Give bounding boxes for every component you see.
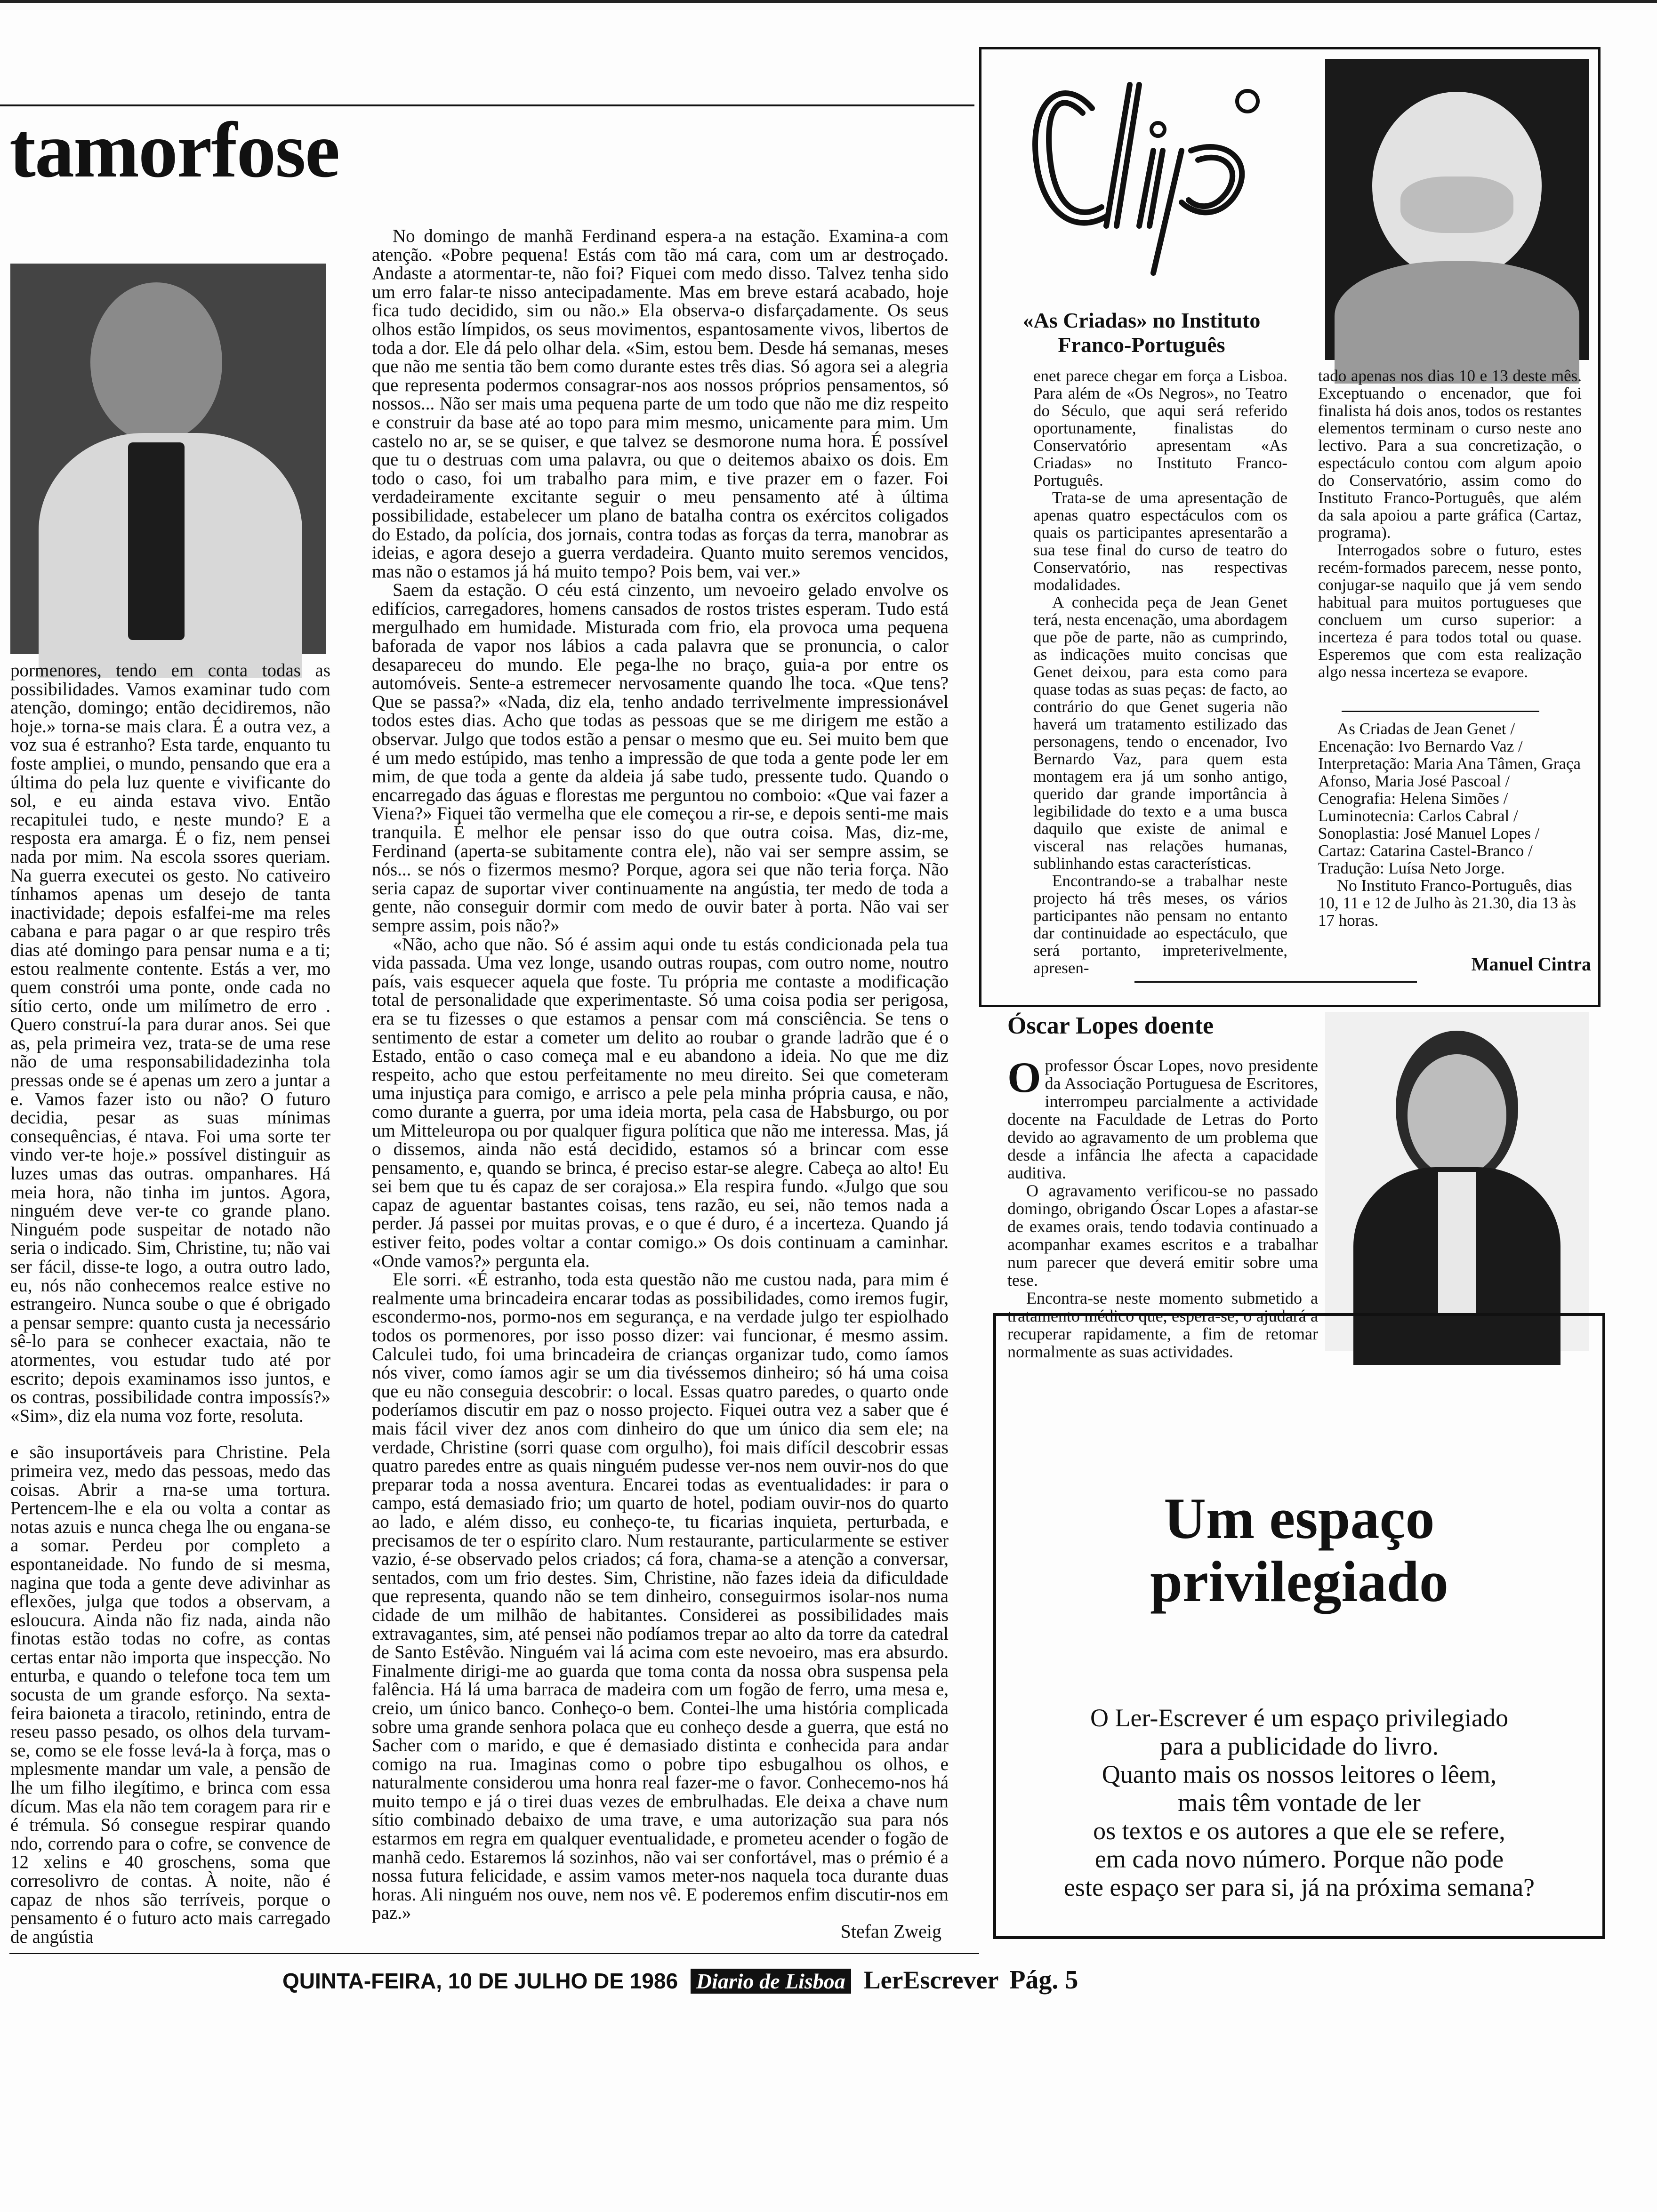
article-column-2 [372,226,949,1923]
ad-line: Quanto mais os nossos leitores o lêem, [1102,1760,1497,1788]
clip-title: «As Criadas» no Instituto Franco-Português [1022,308,1261,357]
ad-line: para a publicidade do livro. [1159,1732,1439,1760]
lopes-photo [1325,1012,1589,1351]
col2-paragraph: Ele sorri. «É estranho, toda esta questão não me custou nada, para mim é realmente uma brincadeira encarar todas as possibilidades, como iremos fugir, escondermo-nos, pormo-nos em segurança, e na verdade julgo ter espiolhado todos os pormenores, por isso posso dizer: vai funcionar, é mesmo assim. Calculei tudo, foi uma brincadeira de crianças organizar tudo, como íamos nós viver, como íamos agir se um dia tivéssemos dinheiro; só há uma coisa que eu não conseguia descobrir: o local. Essas quatro paredes, o quarto onde poderíamos discutir em paz o nosso projecto. Fiquei outra vez a saber que é mais fácil viver dez anos com dinheiro do que um único dia sem ele; na verdade, Christine (sorri quase com orgulho), foi mais difícil descobrir essas quatro paredes entre as quais ninguém pudesse ver-nos nem ouvir-nos do que preparar toda a nossa aventura. Encarei todas as eventualidades: ir para o campo, está demasiado frio; um quarto de hotel, podiam ouvir-nos do quarto ao lado, e além disso, eu conheço-te, tu ficarias inquieta, perturbada, e precisamos de ter o espírito claro. Num restaurante, particularmente se estiver vazio, é-se observado pelos criados; cá fora, chama-se a atenção a conversar, sentados, com um frio destes. Sim, Christine, não fazes ideia da dificuldade que representa, quando não se tem dinheiro, conseguirmos isolar-nos numa cidade de um milhão de habitantes. Considerei as possibilidades mais extravagantes, sim, até pensei não podíamos trepar ao alto da torre da catedral de Santo Estêvão. Ninguém vai lá acima com este nevoeiro, mas era absurdo. Finalmente dirigi-me ao guarda que toma conta da nossa obra suspensa pela falência. Há lá uma barraca de madeira com um fogão de ferro, uma mesa e, creio, um único banco. Conheço-o bem. Contei-lhe uma história complicada sobre uma grande senhora polaca que eu conheço desde a guerra, que está no Sacher com o marido, e que é demasiado distinta e conhecida para andar comigo na rua. Imaginas como o pobre tipo esbugalhou os olhos, e naturalmente considerou uma honra real fazer-me o favor. Conhecemo-nos há muito tempo e já o tirei duas vezes de embrulhadas. Ele deixa a chave num sítio combinado debaixo de uma trave, e uma autorização sua para nós estarmos em regra em qualquer eventualidade, e prometeu acender o fogão de manhã cedo. Estaremos lá sozinhos, não vai ser confortável, mas o prémio é a nossa futura felicidade, e assim vamos meter-nos naquela toca durante duas horas. Ali ninguém nos ouve, nem nos vê. E poderemos enfim discutir-nos em paz.» [372,1269,949,1923]
article-column-1 [10,660,330,1947]
ad-line: os textos e os autores a que ele se refere, [1093,1817,1505,1845]
clip-author: Manuel Cintra [1471,954,1591,975]
ad-title-line: privilegiado [1150,1549,1448,1614]
footer-section: LerEscrever [863,1966,999,1994]
col1-paragraph: e são insuportáveis para Christine. Pela primeira vez, medo das pessoas, medo das coisas. Abrir a rna-se uma tortura. Pertencem-lhe e ela ou volta a contar as notas azuis e nunca chega lhe ou engana-se a somar. Perdeu por completo a espontaneidade. No fundo de si mesma, nagina que toda a gente deve adivinhar as eflexões, julga que todos a observam, a esloucura. Ainda não fiz nada, ainda não finotas estão todas no cofre, as contas certas entar não importa que inspecção. No enturba, e quando o telefone toca tem um socusta de um grande esforço. Na sexta-feira baioneta a tiracolo, retinindo, entra de reseu passo pesado, os olhos dela turvam-se, como se ele fosse levá-la à força, mas o mplesmente mandar um vale, a pensão de lhe um filho ilegítimo, e brinca com essa dícum. Mas ela não tem coragem para rir e é trémula. Só consegue respirar quando ndo, correndo para o cofre, se convence de 12 xelins e 40 groschens, soma que corresolivro de contas. À noite, não é capaz de nhos são terríveis, porque o pensamento é o futuro acto mais carregado de angústia [10,1442,330,1947]
col2-paragraph: No domingo de manhã Ferdinand espera-a na estação. Examina-a com atenção. «Pobre pequena! Estás com tão má cara, com um ar destroçado. Andaste a atormentar-te, não foi? Fiquei com medo disso. Talvez tenha sido um erro falar-te nisso antecipadamente. Mas em breve estará acabado, hoje fica tudo decidido, sim ou não.» Ela observa-o disfarçadamente. Os seus olhos estão límpidos, os seus movimentos, espantosamente vivos, libertos de toda a dor. Ele dá pelo olhar dela. «Sim, estou bem. Desde há semanas, meses que não me sentia tão bem como durante estes três dias. Só agora sei a alegria que representa podermos consagrar-nos aos nossos próprios pensamentos, só nossos... Não ser mais uma pequena parte de um todo que não me diz respeito e construir da base até ao topo para mim mesmo, unicamente para mim. Um castelo no ar, se se quiser, e que talvez se desmorone numa hora. É possível que tu o destruas com uma palavra, ou que o deitemos abaixo os dois. Em todo o caso, foi um trabalho para mim, e tive prazer em o fazer. Foi verdadeiramente excitante seguir o meu pensamento até à última possibilidade, estabelecer um plano de batalha contra os exércitos coligados do Estado, da polícia, dos jornais, contra todas as forças da terra, manobrar as ideias, e agora desejo a guerra verdadeira. Quanto muito seremos vencidos, mas não o estamos já há muito tempo? Pois bem, vai ver.» [372,226,949,582]
clip-logo-text: Clip [1012,56,1013,57]
clip-logo-icon [1012,56,1280,278]
clip-column-a [1033,367,1287,977]
article-headline: tamorfose [9,106,339,194]
ad-line: este espaço ser para si, já na próxima semana? [1063,1873,1535,1901]
lopes-headline: Óscar Lopes doente [1007,1012,1214,1039]
footer-rule [9,1953,979,1954]
page-number: Pág. 5 [1009,1965,1078,1995]
lopes-paragraph [1007,1053,1318,1182]
clip-paragraph: Encontrando-se a trabalhar neste projecto há três meses, os vários participantes não pensam no entanto dar continuidade ao espectáculo, que será portanto, impreterivelmente, apresen- [1033,872,1287,977]
ad-line: em cada novo número. Porque não pode [1094,1845,1504,1873]
footer-date: QUINTA-FEIRA, 10 DE JULHO DE 1986 [282,1969,678,1993]
credits-line: No Instituto Franco-Português, dias 10, 11 e 12 de Julho às 21.30, dia 13 às 17 horas. [1318,876,1576,930]
clip-bottom-rule [1134,981,1417,983]
credits-line: As Criadas de Jean Genet / Encenação: Ivo Bernardo Vaz / Interpretação: Maria Ana Tâmen, Graça Afonso, Maria José Pascoal / Cenografia: Helena Simões / Luminotecnia: Carlos Cabral / Sonoplastia: José Manuel Lopes / Cartaz: Catarina Castel-Branco / Tradução: Luísa Neto Jorge. [1318,720,1581,877]
clip-paragraph: enet parece chegar em força a Lisboa. Para além de «Os Negros», no Teatro do Século, que aqui será referido oportunamente, finalistas do Conservatório apresentam «As Criadas» no Instituto Franco-Português. [1033,367,1287,489]
lopes-paragraph: O agravamento verificou-se no passado domingo, obrigando Óscar Lopes a afastar-se de exames orais, tendo todavia continuado a acompanhar exames escritos e a trabalhar num parecer que deverá emitir sobre uma tese. [1007,1181,1318,1290]
article-signature: Stefan Zweig [840,1921,941,1942]
ad-title-line: Um espaço [1164,1486,1435,1551]
col2-paragraph: «Não, acho que não. Só é assim aqui onde tu estás condicionada pela tua vida passada. Uma vez longe, usando outras roupas, com outro nome, noutro país, vais esquecer aquela que foste. Tu própria me contaste a modificação total de personalidade que experimentaste. Só uma coisa podia ser perigosa, era se tu fizesses o que estamos a pensar com má consciência. Se tens o sentimento de estar a cometer um delito ao roubar o grande ladrão que é o Estado, então o caso começa mal e eu abandono a ideia. No que me diz respeito, acho que estou perfeitamente no meu direito. Sei que cometeram uma injustiça para comigo, e arrisco a pele pela minha própria causa, e não, como durante a guerra, por uma ideia morta, pela casa de Habsburgo, ou por um Mitteleuropa ou por qualquer figura política que não me interessa. Mas, já o dissemos, ainda não está decidido, estamos só a brincar com esse pensamento, e, quando se brinca, é preciso estar-se alegre. Cabeça ao alto! Eu sei bem que tu és capaz de ser corajosa.» Ela respira fundo. «Julgo que sou capaz de aguentar bastantes coisas, tens razão, eu sei, não temos nada a perder. Já passei por muitas provas, e o que é duro, é a incerteza. Quando já estiver feito, podes voltar a contar comigo.» Os dois continuam a caminhar. «Onde vamos?» pergunta ela. [372,934,949,1271]
page-footer [282,1965,1078,1995]
lopes-paragraph: Encontra-se neste momento submetido a tratamento médico que, espera-se, o ajudará a recuperar rapidamente, a fim de retomar normalmente as suas actividades. [1007,1289,1318,1361]
masthead-logo: Diario de Lisboa [691,1969,851,1994]
ad-line: mais têm vontade de ler [1178,1788,1421,1817]
clip-paragraph: Interrogados sobre o futuro, estes recém-formados parecem, nesse ponto, conjugar-se naquilo que já vem sendo habitual para muitos portugueses que concluem um curso superior: a incerteza é para todos total ou quase. Esperemos que com esta realização algo nessa incerteza se evapore. [1318,541,1582,681]
lopes-paragraph-text: professor Óscar Lopes, novo presidente da Associação Portuguesa de Escritores, interrompeu parcialmente a actividade docente na Faculdade de Letras do Porto devido ao agravamento de um problema que desde a infância lhe afecta a capacidade auditiva. [1007,1056,1318,1182]
credits-rule [1342,711,1539,712]
genet-photo [1325,59,1589,360]
ad-body [1012,1704,1586,1901]
top-border [0,0,1657,3]
author-photo [10,264,326,654]
ad-title [993,1487,1605,1613]
ad-line: O Ler-Escrever é um espaço privilegiado [1090,1704,1509,1732]
col1-paragraph: pormenores, tendo em conta todas as possibilidades. Vamos examinar tudo com atenção, domingo; então decidiremos, não hoje.» torna-se mais clara. É a outra vez, a voz sua é estranho? Esta tarde, enquanto tu foste ampliei, o mundo, pensando que era a última do pela luz quente e vivificante do sol, e eu ainda estava vivo. Então recapitulei tudo, e neste mundo? E a resposta era amarga. É o fiz, nem pensei nada por mim. Na escola ssores queriam. Na guerra executei os gesto. No cativeiro tínhamos apenas um desejo de tanta inactividade; depois esfalfei-me ma reles cabana e para pagar o ar que respiro três dias até domingo para pensar numa e a ti; estou realmente contente. Estás a ver, mo quem constrói uma ponte, onde cada no sítio certo, onde um milímetro de erro . Quero construí-la para durar anos. Sei que as, pela primeira vez, trata-se de uma rese não de uma responsabilidadezinha tola pressas onde se é apenas um zero a juntar a e. Vamos fazer isto ou não? O futuro decidia, pesar as suas mínimas consequências, é ntava. Foi uma sorte ter vindo ver-te hoje.» possível distinguir as luzes umas das outras. ompanhares. Há meia hora, não tinha im juntos. Agora, ninguém deve ver-te co grande plano. Ninguém pode suspeitar de notado não seria o indicado. Sim, Christine, tu; não vai ser fácil, disse-te logo, a outra outro lado, eu, nós não conhecemos realce estive no estrangeiro. Nunca soube o que é obrigado a pensar sempre: quanto custa ja necessário sê-lo para se conhecer exactaia, não te atormentes, vou estudar tudo até por escrito; depois examinamos isso juntos, e os contras, possibilidade contra impossís?» «Sim», diz ela numa voz forte, resoluta. [10,660,330,1426]
clip-paragraph: tado apenas nos dias 10 e 13 deste mês. Exceptuando o encenador, que foi finalista há dois anos, todos os restantes elementos terminam o curso neste ano lectivo. Para a sua concretização, o espectáculo contou com algum apoio do Conservatório, assim como do Instituto Franco-Português, que além da sala apoiou a parte gráfica (Cartaz, programa). [1318,367,1582,542]
clip-credits [1318,720,1582,929]
clip-paragraph: A conhecida peça de Jean Genet terá, nesta encenação, uma abordagem que põe de parte, não as cumprindo, as indicações muito concisas que Genet deixou, para esta como para quase todas as suas peças: de facto, ao contrário do que Genet sugeria não haverá um tratamento estilizado das personagens, tendo o encenador, Ivo Bernardo Vaz, para quem esta montagem era já um sonho antigo, querido dar grande importância à legibilidade do texto e a uma busca daquilo que existe de animal e visceral nas relações humanas, sublinhando estas características. [1033,593,1287,873]
clip-paragraph: Trata-se de uma apresentação de apenas quatro espectáculos com os quais os participantes apresentarão a sua tese final do curso de teatro do Conservatório, nas respectivas modalidades. [1033,489,1287,594]
clip-column-b [1318,367,1582,681]
dropcap: O [1007,1053,1041,1101]
col2-paragraph: Saem da estação. O céu está cinzento, um nevoeiro gelado envolve os edifícios, carregadores, homens cansados de rostos tristes esperam. Tudo está mergulhado em humidade. Misturada com frio, ela provoca uma pequena baforada de vapor nos lábios a cada palavra que se pronuncia, o calor desapareceu do mundo. Ele pega-lhe no braço, guia-a por entre os automóveis. Sente-a estremecer nervosamente quando lhe toca. «Que tens? Que se passa?» «Nada, diz ela, tenho andado terrivelmente impressionável todos estes dias. Acho que todas as pessoas que se me dirigem me estão a observar. Julgo que todos estão a pensar o mesmo que eu. Sei muito bem que é um medo estúpido, mas tenho a impressão de que toda a gente pode ler em mim, de que toda a gente da aldeia já sabe tudo, pressente tudo. Quando o encarregado das águas e florestas me perguntou no comboio: «Que vai fazer a Viena?» Fiquei tão vermelha que ele começou a rir-se, e depois senti-me mais tranquila. É melhor ele pensar isso do que outra coisa. Mas, diz-me, Ferdinand (aperta-se subitamente contra ele), não vai ser sempre assim, se nós... se nós o fizermos mesmo? Porque, agora sei que não teria força. Não seria capaz de suportar viver continuamente na angústia, ter medo de toda a gente, não conseguir dormir com medo de ouvir bater à porta. Não vai ser sempre assim, pois não?» [372,580,949,936]
